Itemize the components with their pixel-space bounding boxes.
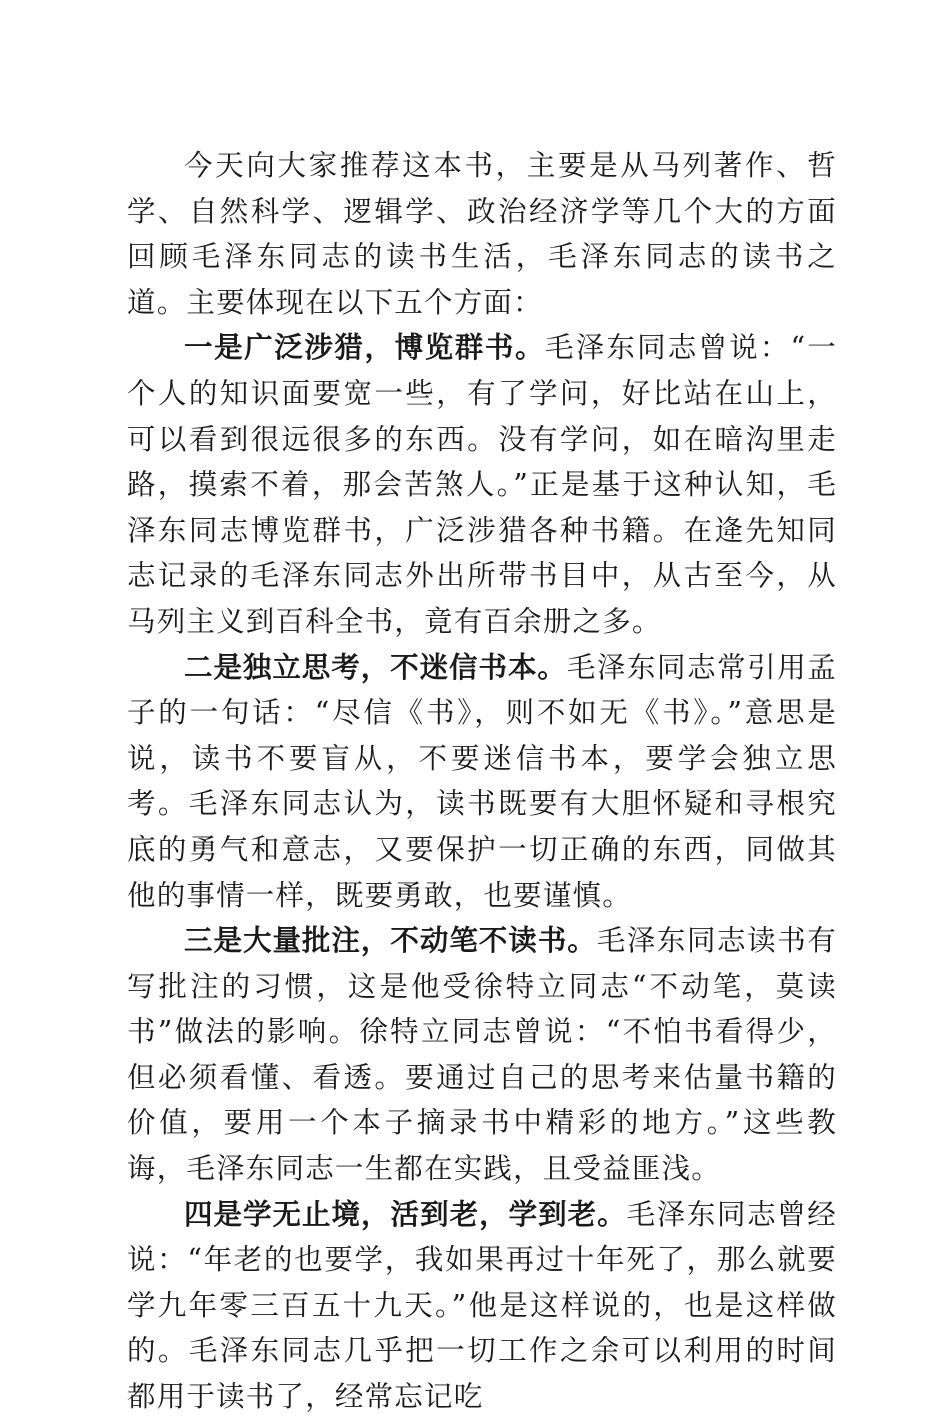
intro-paragraph [127, 143, 837, 325]
section-lead-2: 二是独立思考，不迷信书本。 [184, 650, 567, 684]
section-paragraph-4 [127, 1192, 837, 1420]
intro-text: 今天向大家推荐这本书，主要是从马列著作、哲学、自然科学、逻辑学、政治经济学等几个大的方面回顾毛泽东同志的读书生活，毛泽东同志的读书之道。主要体现在以下五个方面： [127, 149, 837, 319]
section-paragraph-1 [127, 325, 837, 644]
document-body [127, 143, 837, 1420]
section-lead-3: 三是大量批注，不动笔不读书。 [184, 924, 597, 958]
section-body-4: 毛泽东同志曾经说：“年老的也要学，我如果再过十年死了，那么就要学九年零三百五十九天。”他是这样说的，也是这样做的。毛泽东同志几乎把一切工作之余可以利用的时间都用于读书了，经常忘记吃 [127, 1197, 837, 1414]
section-paragraph-2 [127, 645, 837, 919]
section-paragraph-3 [127, 918, 837, 1192]
section-body-3: 毛泽东同志读书有写批注的习惯，这是他受徐特立同志“不动笔，莫读书”做法的影响。徐特立同志曾说：“不怕书看得少，但必须看懂、看透。要通过自己的思考来估量书籍的价值，要用一个本子摘录书中精彩的地方。”这些教诲，毛泽东同志一生都在实践，且受益匪浅。 [127, 924, 837, 1186]
section-body-2: 毛泽东同志常引用孟子的一句话：“尽信《书》，则不如无《书》。”意思是说，读书不要盲从，不要迷信书本，要学会独立思考。毛泽东同志认为，读书既要有大胆怀疑和寻根究底的勇气和意志，又要保护一切正确的东西，同做其他的事情一样，既要勇敢，也要谨慎。 [127, 650, 837, 912]
section-lead-4: 四是学无止境，活到老，学到老。 [184, 1197, 627, 1231]
section-lead-1: 一是广泛涉猎，博览群书。 [184, 331, 546, 365]
section-body-1: 毛泽东同志曾说：“一个人的知识面要宽一些，有了学问，好比站在山上，可以看到很远很多的东西。没有学问，如在暗沟里走路，摸索不着，那会苦煞人。”正是基于这种认知，毛泽东同志博览群书，广泛涉猎各种书籍。在逄先知同志记录的毛泽东同志外出所带书目中，从古至今，从马列主义到百科全书，竟有百余册之多。 [127, 331, 837, 638]
